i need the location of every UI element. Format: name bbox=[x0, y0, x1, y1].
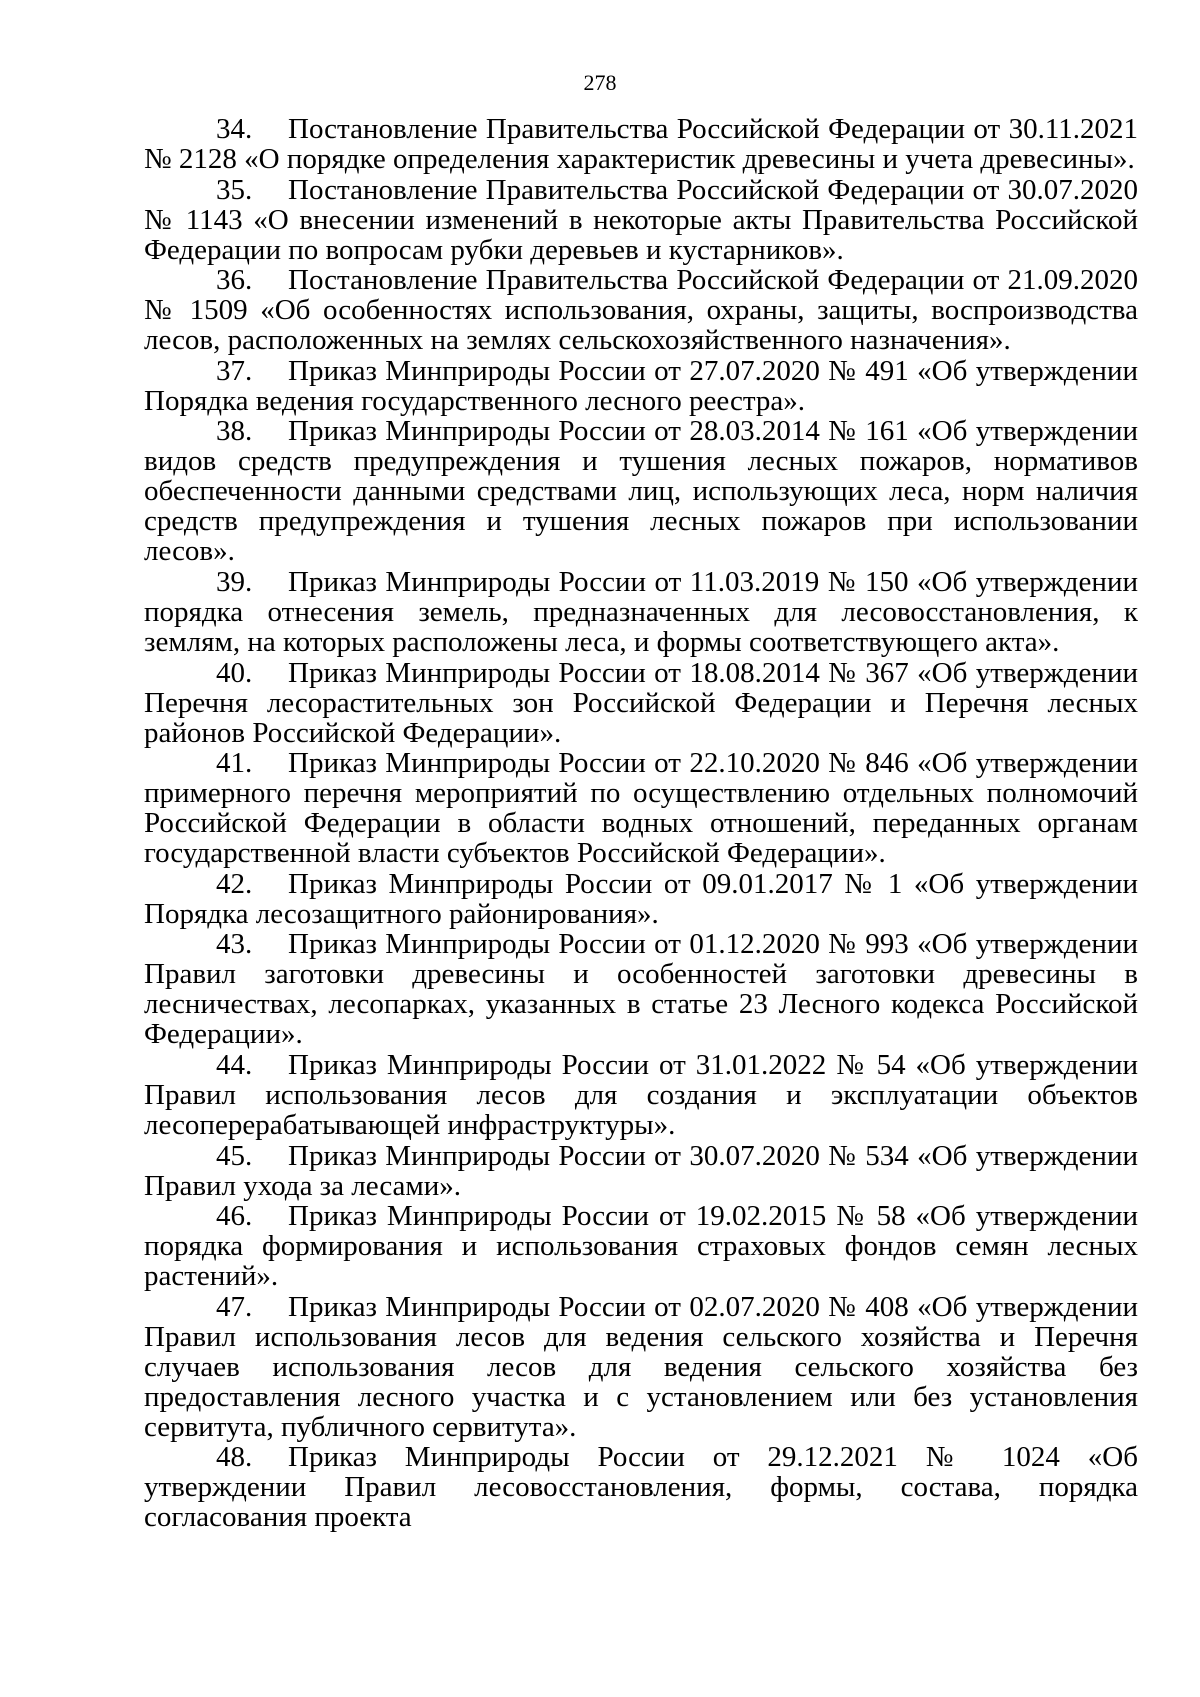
item-text: Приказ Минприроды России от 28.03.2014 № 161 «Об утверждении видов средств предупреждения и тушения лесных пожаров, нормативов обеспеченности данными средствами лиц, использующих леса, норм наличия средств предупреждения и тушения лесных пожаров при использовании лесов». bbox=[144, 415, 1138, 568]
item-number: 47. bbox=[216, 1290, 253, 1323]
item-text: Постановление Правительства Российской Федерации от 21.09.2020 № 1509 «Об особенностях использования, охраны, защиты, воспроизводства лесов, расположенных на землях сельскохозяйственного назначения». bbox=[144, 264, 1138, 357]
page-number: 278 bbox=[583, 70, 617, 95]
item-text: Приказ Минприроды России от 30.07.2020 № 534 «Об утверждении Правил ухода за лесами». bbox=[144, 1139, 1138, 1202]
item-text: Приказ Минприроды России от 11.03.2019 № 150 «Об утверждении порядка отнесения земель, предназначенных для лесовосстановления, к землям, на которых расположены леса, и формы соответствующего акта». bbox=[144, 565, 1138, 658]
item-text: Приказ Минприроды России от 29.12.2021 № 1024 «Об утверждении Правил лесовосстановления, формы, состава, порядка согласования проекта bbox=[144, 1441, 1138, 1534]
item-number: 42. bbox=[216, 867, 253, 900]
item-text: Приказ Минприроды России от 19.02.2015 № 58 «Об утверждении порядка формирования и использования страховых фондов семян лесных растений». bbox=[144, 1200, 1138, 1293]
list-item bbox=[144, 567, 1138, 658]
item-text: Приказ Минприроды России от 18.08.2014 № 367 «Об утверждении Перечня лесорастительных зон Российской Федерации и Перечня лесных районов Российской Федерации». bbox=[144, 656, 1138, 749]
item-number: 36. bbox=[216, 264, 253, 297]
item-number: 40. bbox=[216, 656, 253, 689]
list-item bbox=[144, 929, 1138, 1050]
item-number: 43. bbox=[216, 928, 253, 961]
list-item bbox=[144, 265, 1138, 356]
item-text: Приказ Минприроды России от 01.12.2020 № 993 «Об утверждении Правил заготовки древесины и особенностей заготовки древесины в лесничествах, лесопарках, указанных в статье 23 Лесного кодекса Российской Федерации». bbox=[144, 928, 1138, 1051]
item-text: Приказ Минприроды России от 02.07.2020 № 408 «Об утверждении Правил использования лесов для ведения сельского хозяйства и Перечня случаев использования лесов для ведения сельского хозяйства без предоставления лесного участка и с установлением или без установления сервитута, публичного сервитута». bbox=[144, 1290, 1138, 1443]
document-body bbox=[144, 114, 1138, 1533]
item-number: 45. bbox=[216, 1139, 253, 1172]
list-item bbox=[144, 356, 1138, 417]
item-text: Приказ Минприроды России от 27.07.2020 № 491 «Об утверждении Порядка ведения государственного лесного реестра». bbox=[144, 354, 1138, 417]
item-number: 37. bbox=[216, 354, 253, 387]
item-number: 38. bbox=[216, 415, 253, 448]
list-item bbox=[144, 114, 1138, 175]
item-text: Приказ Минприроды России от 22.10.2020 № 846 «Об утверждении примерного перечня мероприятий по осуществлению отдельных полномочий Российской Федерации в области водных отношений, переданных органам государственной власти субъектов Российской Федерации». bbox=[144, 747, 1138, 870]
item-number: 46. bbox=[216, 1200, 253, 1233]
item-number: 35. bbox=[216, 173, 253, 206]
item-text: Постановление Правительства Российской Федерации от 30.11.2021 № 2128 «О порядке определения характеристик древесины и учета древесины». bbox=[144, 113, 1138, 175]
item-number: 48. bbox=[216, 1441, 253, 1474]
list-item bbox=[144, 416, 1138, 567]
item-number: 41. bbox=[216, 747, 253, 780]
item-text: Приказ Минприроды России от 09.01.2017 № 1 «Об утверждении Порядка лесозащитного районирования». bbox=[144, 867, 1138, 930]
item-text: Постановление Правительства Российской Федерации от 30.07.2020 № 1143 «О внесении изменений в некоторые акты Правительства Российской Федерации по вопросам рубки деревьев и кустарников». bbox=[144, 173, 1138, 266]
item-text: Приказ Минприроды России от 31.01.2022 № 54 «Об утверждении Правил использования лесов для создания и эксплуатации объектов лесоперерабатывающей инфраструктуры». bbox=[144, 1048, 1138, 1141]
list-item bbox=[144, 1442, 1138, 1533]
list-item bbox=[144, 658, 1138, 749]
list-item bbox=[144, 175, 1138, 266]
list-item bbox=[144, 748, 1138, 869]
list-item bbox=[144, 1201, 1138, 1292]
list-item bbox=[144, 869, 1138, 930]
list-item bbox=[144, 1050, 1138, 1141]
list-item bbox=[144, 1292, 1138, 1443]
item-number: 39. bbox=[216, 565, 253, 598]
item-number: 34. bbox=[216, 113, 253, 145]
list-item bbox=[144, 1141, 1138, 1202]
item-number: 44. bbox=[216, 1048, 253, 1081]
